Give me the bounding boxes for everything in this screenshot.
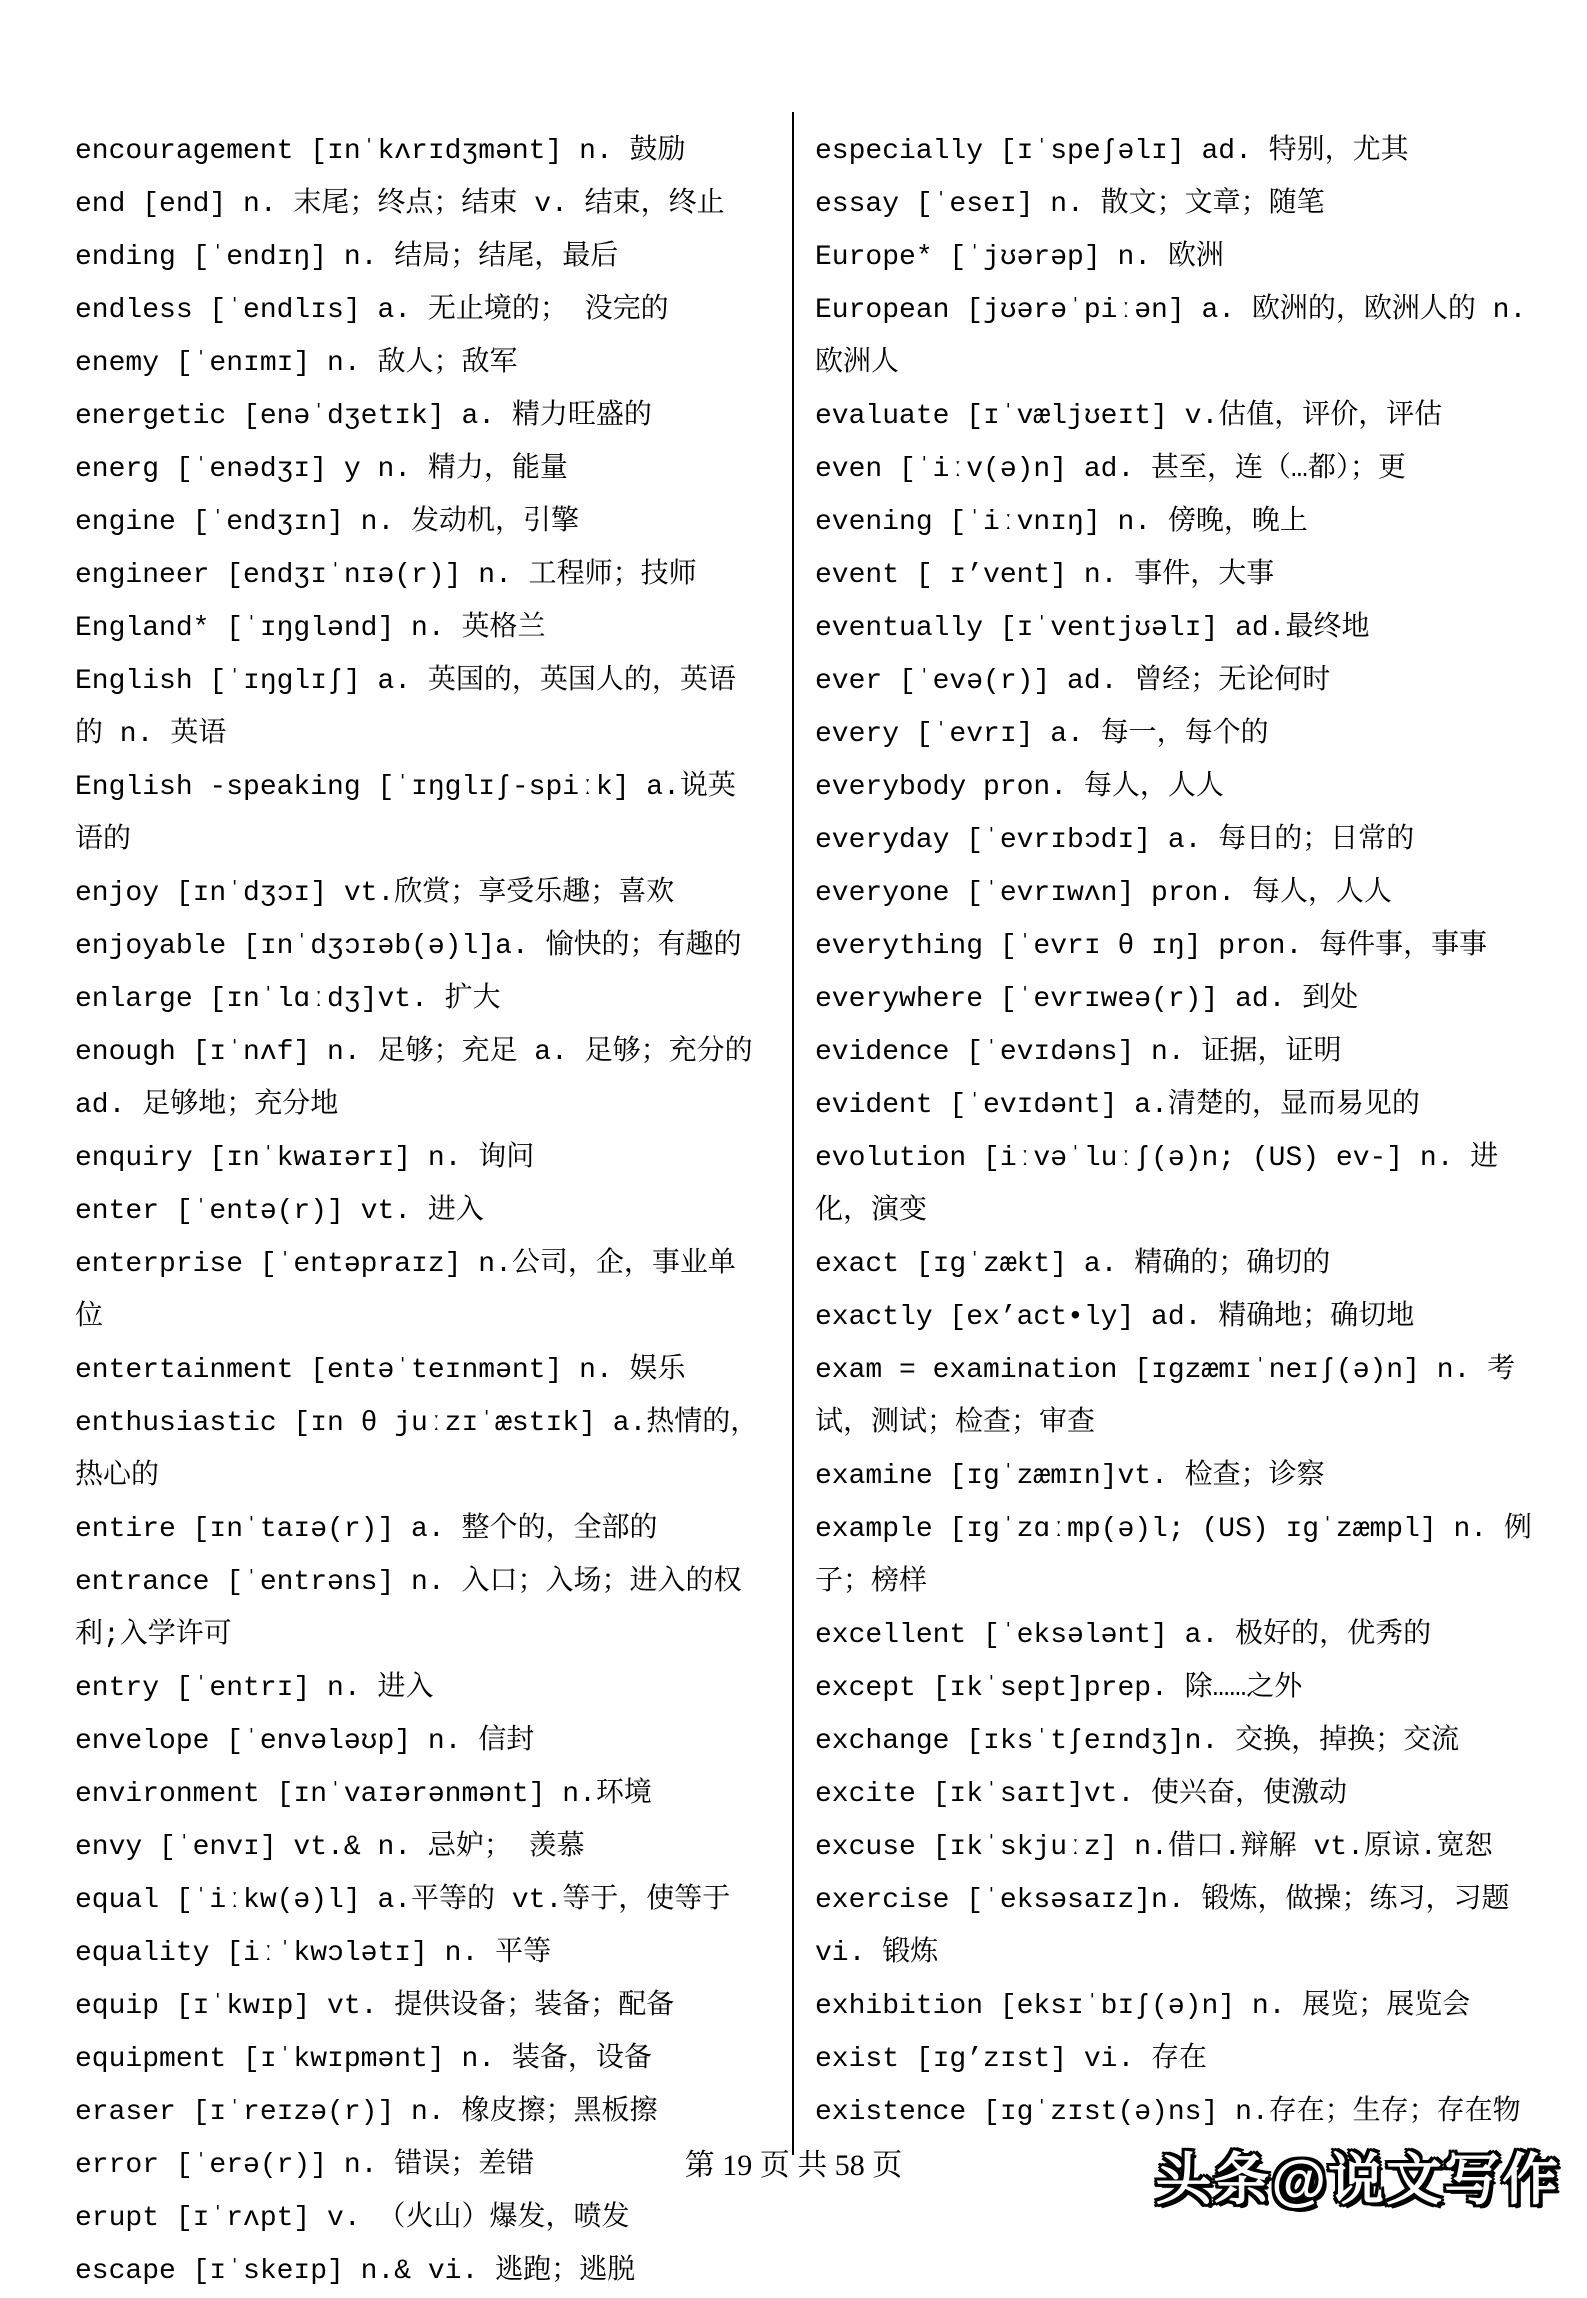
- dictionary-entry: environment [ɪnˈvaɪərənmənt] n.环境: [75, 1779, 652, 1810]
- dictionary-entry: energ [ˈenədʒɪ] y n. 精力，能量: [75, 454, 568, 485]
- dictionary-entry: essay [ˈeseɪ] n. 散文；文章；随笔: [815, 189, 1325, 220]
- dictionary-entry: evaluate [ɪˈvæljʊeɪt] v.估值，评价，评估: [815, 401, 1443, 432]
- dictionary-entry: event [ ɪ’vent] n. 事件，大事: [815, 560, 1275, 591]
- dictionary-entry: encouragement [ɪnˈkʌrɪdʒmənt] n. 鼓励: [75, 136, 686, 167]
- dictionary-entry: ending [ˈendɪŋ] n. 结局；结尾，最后: [75, 242, 619, 273]
- dictionary-entry: entertainment [entəˈteɪnmənt] n. 娱乐: [75, 1355, 686, 1386]
- dictionary-entry: enjoyable [ɪnˈdʒɔɪəb(ə)l]a. 愉快的；有趣的: [75, 931, 742, 962]
- dictionary-entry: engineer [endʒɪˈnɪə(r)] n. 工程师；技师: [75, 560, 697, 591]
- dictionary-entry: enthusiastic [ɪn θ juːzɪˈæstɪk] a.热情的，热心的: [75, 1408, 759, 1492]
- left-column: [75, 125, 763, 2298]
- dictionary-entry: exercise [ˈeksəsaɪz]n. 锻炼，做操；练习，习题 vi. 锻炼: [815, 1885, 1510, 1969]
- dictionary-entry: everywhere [ˈevrɪweə(r)] ad. 到处: [815, 984, 1359, 1015]
- dictionary-entry: enlarge [ɪnˈlɑːdʒ]vt. 扩大: [75, 984, 501, 1015]
- dictionary-entry: exact [ɪgˈzækt] a. 精确的；确切的: [815, 1249, 1331, 1280]
- dictionary-entry: equality [iːˈkwɔlətɪ] n. 平等: [75, 1938, 552, 1969]
- dictionary-entry: excuse [ɪkˈskjuːz] n.借口.辩解 vt.原谅.宽恕: [815, 1832, 1493, 1863]
- dictionary-entry: envelope [ˈenvələʊp] n. 信封: [75, 1726, 535, 1757]
- dictionary-entry: entry [ˈentrɪ] n. 进入: [75, 1673, 434, 1704]
- dictionary-entry: Europe* [ˈjʊərəp] n. 欧洲: [815, 242, 1224, 273]
- dictionary-entry: error [ˈerə(r)] n. 错误；差错: [75, 2150, 535, 2181]
- dictionary-entry: English [ˈɪŋglɪʃ] a. 英国的，英国人的，英语的 n. 英语: [75, 666, 736, 750]
- dictionary-entry: exhibition [eksɪˈbɪʃ(ə)n] n. 展览；展览会: [815, 1991, 1471, 2022]
- dictionary-entry: every [ˈevrɪ] a. 每一，每个的: [815, 719, 1269, 750]
- dictionary-entry: evolution [iːvəˈluːʃ(ə)n; (US) ev-] n. 进化，演变: [815, 1143, 1499, 1227]
- dictionary-entry: evening [ˈiːvnɪŋ] n. 傍晚，晚上: [815, 507, 1308, 538]
- dictionary-entry: eraser [ɪˈreɪzə(r)] n. 橡皮擦；黑板擦: [75, 2097, 658, 2128]
- dictionary-entry: enough [ɪˈnʌf] n. 足够；充足 a. 足够；充分的 ad. 足够地；充分地: [75, 1037, 753, 1121]
- dictionary-entry: equipment [ɪˈkwɪpmənt] n. 装备，设备: [75, 2044, 652, 2075]
- dictionary-entry: everything [ˈevrɪ θ ɪŋ] pron. 每件事，事事: [815, 931, 1488, 962]
- dictionary-entry: entrance [ˈentrəns] n. 入口；入场；进入的权利;入学许可: [75, 1567, 742, 1651]
- dictionary-entry: exam = examination [ɪgzæmɪˈneɪʃ(ə)n] n. 考试，测试；检查；审查: [815, 1355, 1516, 1439]
- page-footer: 第 19 页 共 58 页: [684, 2149, 903, 2182]
- dictionary-entry: everyday [ˈevrɪbɔdɪ] a. 每日的；日常的: [815, 825, 1415, 856]
- dictionary-entry: especially [ɪˈspeʃəlɪ] ad. 特别，尤其: [815, 136, 1409, 167]
- dictionary-entry: existence [ɪgˈzɪst(ə)ns] n.存在；生存；存在物: [815, 2097, 1521, 2128]
- dictionary-entry: enterprise [ˈentəpraɪz] n.公司，企，事业单位: [75, 1249, 736, 1333]
- dictionary-entry: exchange [ɪksˈtʃeɪndʒ]n. 交换，掉换；交流: [815, 1726, 1460, 1757]
- dictionary-entry: ever [ˈevə(r)] ad. 曾经；无论何时: [815, 666, 1331, 697]
- dictionary-entry: everybody pron. 每人，人人: [815, 772, 1224, 803]
- dictionary-entry: enter [ˈentə(r)] vt. 进入: [75, 1196, 484, 1227]
- dictionary-entry: energetic [enəˈdʒetɪk] a. 精力旺盛的: [75, 401, 652, 432]
- dictionary-entry: England* [ˈɪŋglənd] n. 英格兰: [75, 613, 546, 644]
- dictionary-entry: enquiry [ɪnˈkwaɪərɪ] n. 询问: [75, 1143, 535, 1174]
- dictionary-entry: end [end] n. 末尾；终点；结束 v. 结束，终止: [75, 189, 725, 220]
- column-divider: [792, 112, 794, 2155]
- dictionary-entry: excellent [ˈeksələnt] a. 极好的，优秀的: [815, 1620, 1432, 1651]
- dictionary-entry: enemy [ˈenɪmɪ] n. 敌人；敌军: [75, 348, 518, 379]
- dictionary-entry: European [jʊərəˈpiːən] a. 欧洲的，欧洲人的 n. 欧洲人: [815, 295, 1527, 379]
- dictionary-entry: evident [ˈevɪdənt] a.清楚的，显而易见的: [815, 1090, 1420, 1121]
- dictionary-entry: entire [ɪnˈtaɪə(r)] a. 整个的，全部的: [75, 1514, 658, 1545]
- dictionary-entry: English -speaking [ˈɪŋglɪʃ-spiːk] a.说英语的: [75, 772, 736, 856]
- dictionary-entry: evidence [ˈevɪdəns] n. 证据，证明: [815, 1037, 1342, 1068]
- right-column: [815, 125, 1545, 2139]
- dictionary-entry: engine [ˈendʒɪn] n. 发动机，引擎: [75, 507, 580, 538]
- dictionary-entry: envy [ˈenvɪ] vt.& n. 忌妒； 羡慕: [75, 1832, 585, 1863]
- dictionary-entry: even [ˈiːv(ə)n] ad. 甚至，连（…都）；更: [815, 454, 1406, 485]
- dictionary-entry: excite [ɪkˈsaɪt]vt. 使兴奋，使激动: [815, 1779, 1348, 1810]
- dictionary-entry: endless [ˈendlɪs] a. 无止境的； 没完的: [75, 295, 669, 326]
- dictionary-entry: exist [ɪg’zɪst] vi. 存在: [815, 2044, 1208, 2075]
- dictionary-entry: equal [ˈiːkw(ə)l] a.平等的 vt.等于，使等于: [75, 1885, 731, 1916]
- dictionary-entry: exactly [ex’act•ly] ad. 精确地；确切地: [815, 1302, 1415, 1333]
- dictionary-entry: escape [ɪˈskeɪp] n.& vi. 逃跑；逃脱: [75, 2256, 636, 2287]
- watermark: 头条@说文写作: [1155, 2148, 1560, 2211]
- dictionary-entry: equip [ɪˈkwɪp] vt. 提供设备；装备；配备: [75, 1991, 675, 2022]
- dictionary-entry: enjoy [ɪnˈdʒɔɪ] vt.欣赏；享受乐趣；喜欢: [75, 878, 675, 909]
- dictionary-entry: eventually [ɪˈventjʊəlɪ] ad.最终地: [815, 613, 1370, 644]
- dictionary-entry: examine [ɪgˈzæmɪn]vt. 检查；诊察: [815, 1461, 1325, 1492]
- dictionary-entry: erupt [ɪˈrʌpt] v. （火山）爆发，喷发: [75, 2203, 630, 2234]
- dictionary-entry: except [ɪkˈsept]prep. 除……之外: [815, 1673, 1303, 1704]
- dictionary-entry: example [ɪgˈzɑːmp(ə)l; (US) ɪgˈzæmpl] n. 例子；榜样: [815, 1514, 1532, 1598]
- dictionary-entry: everyone [ˈevrɪwʌn] pron. 每人，人人: [815, 878, 1392, 909]
